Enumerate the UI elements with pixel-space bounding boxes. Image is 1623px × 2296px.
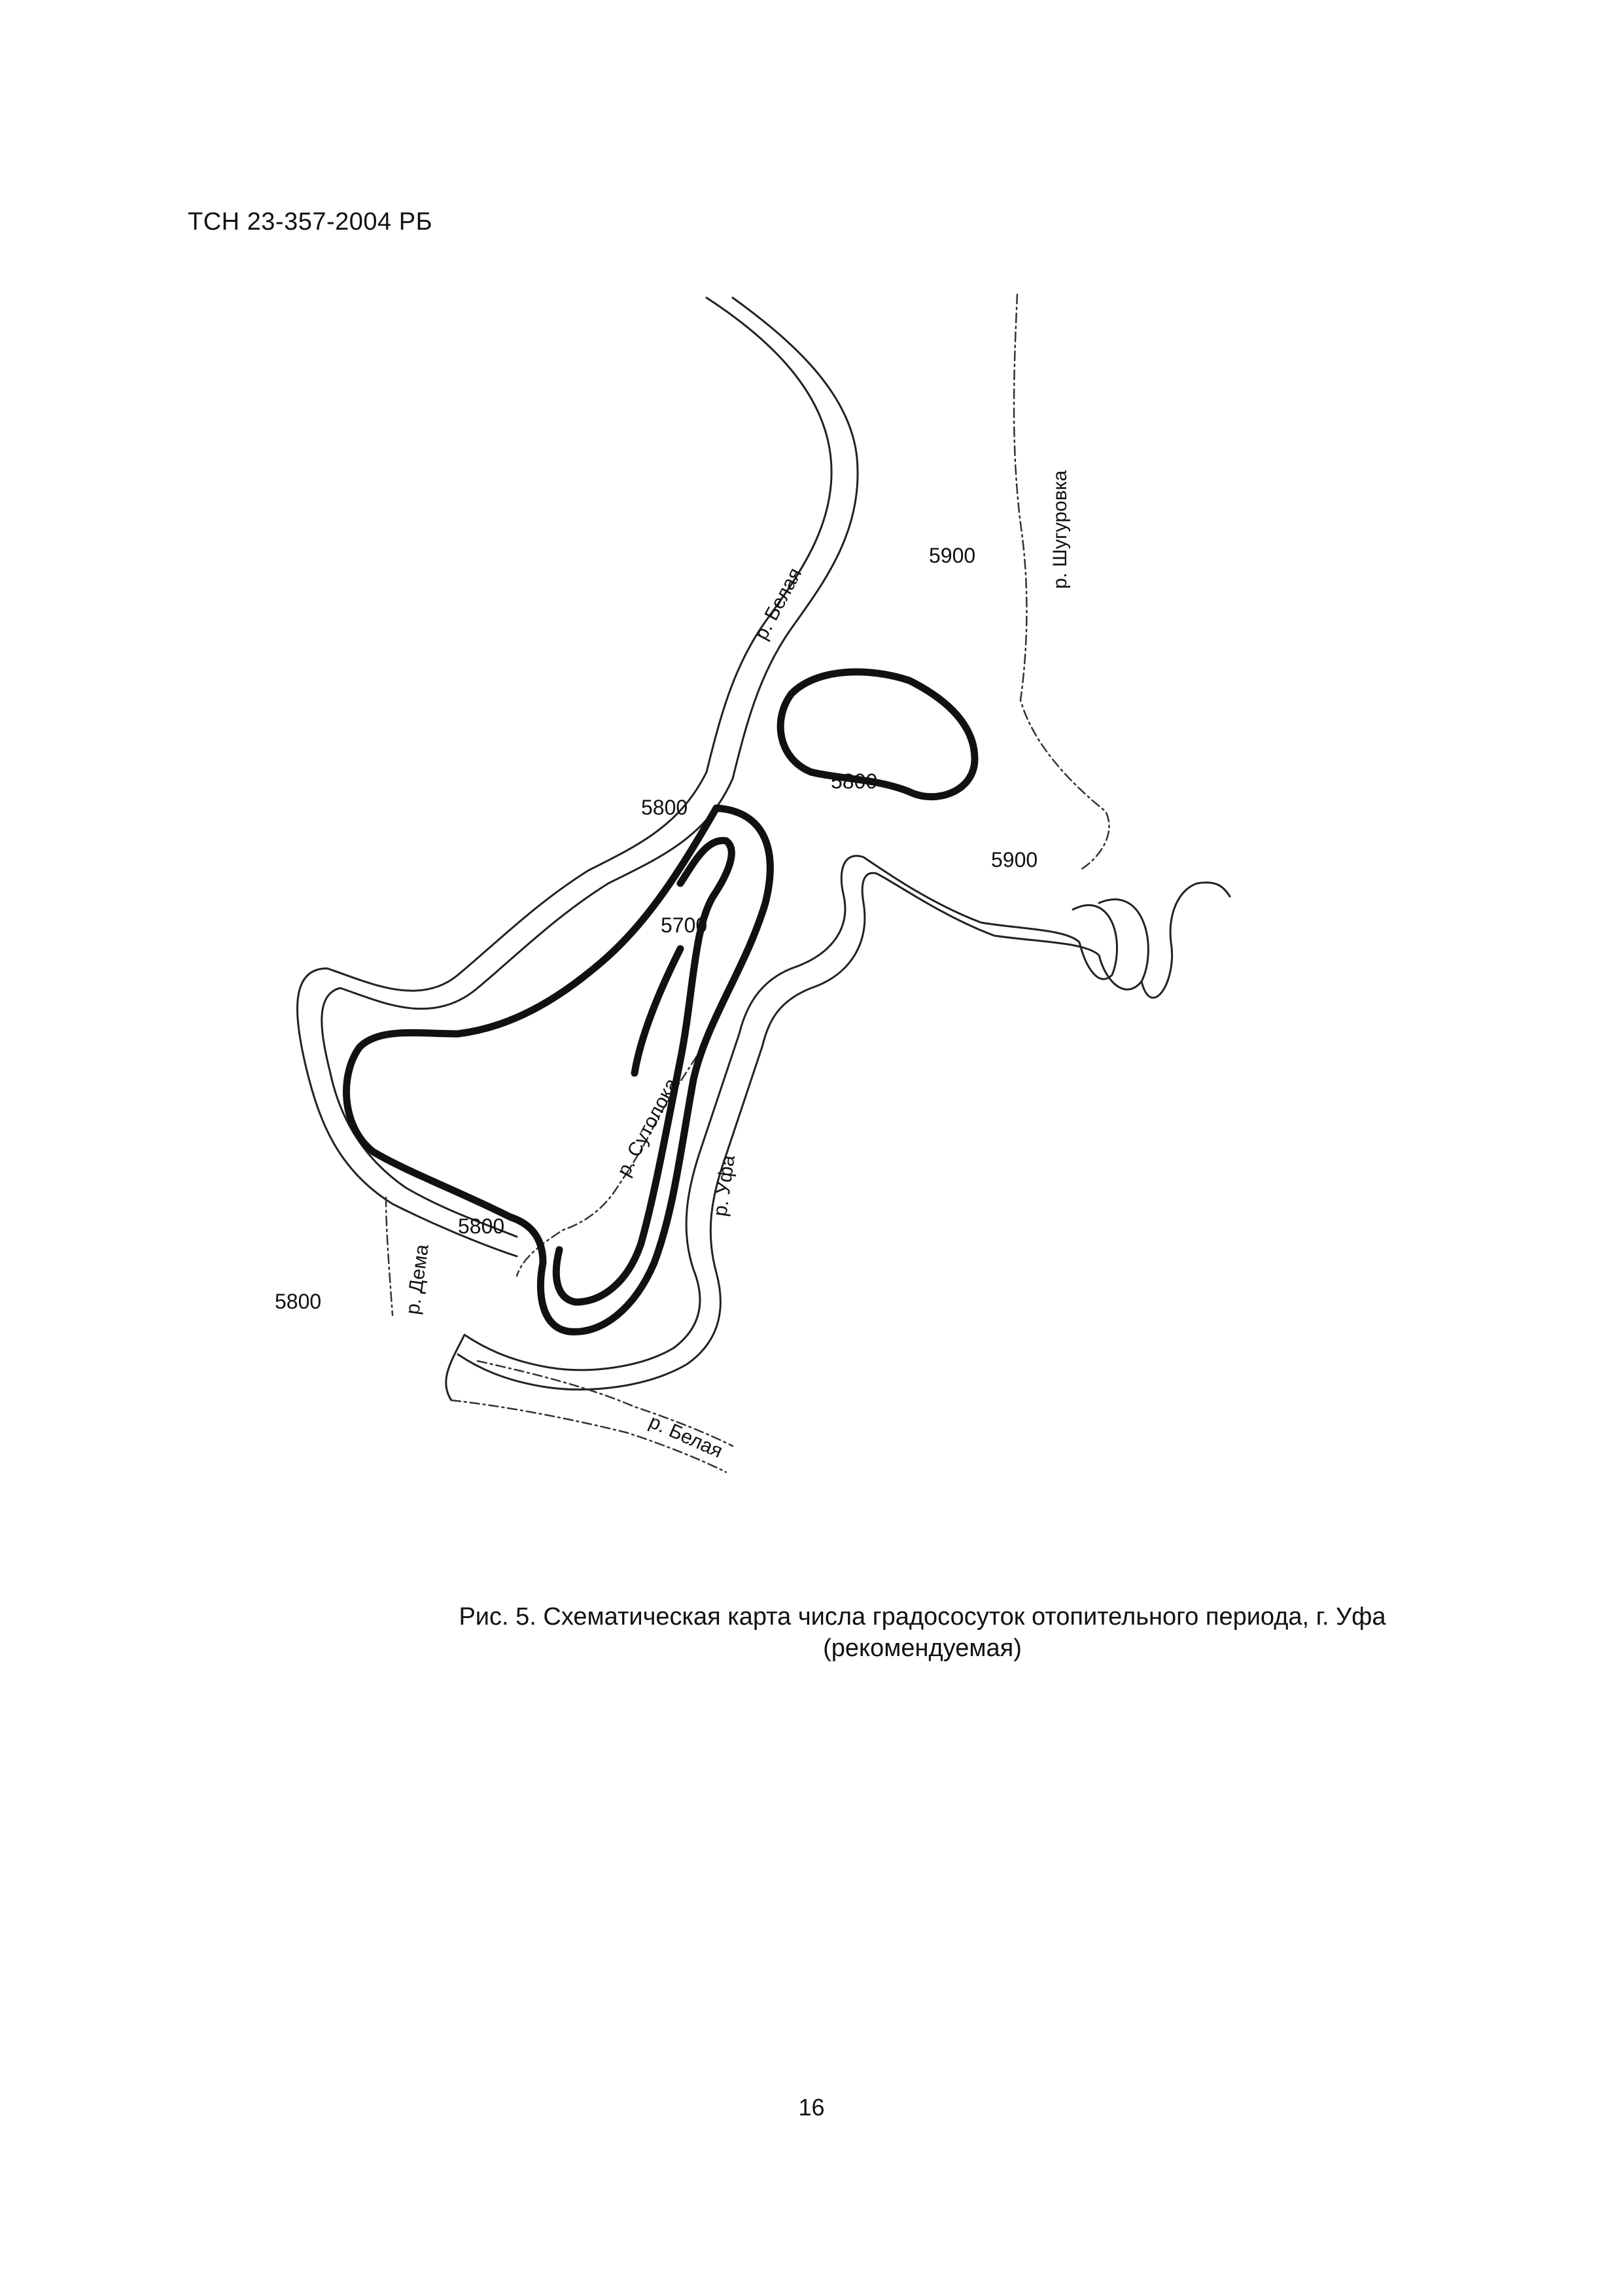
caption-line-2: (рекомендуемая) [823, 1634, 1022, 1662]
page-number: 16 [798, 2094, 825, 2121]
caption-line-1: Рис. 5. Схематическая карта числа градососуток отопительного периода, г. Уфа [459, 1603, 1386, 1631]
isoline-label-5900-north: 5900 [929, 544, 976, 567]
isoline-label-5800-top: 5800 [641, 796, 688, 819]
isoline-label-5800-bottom: 5800 [458, 1214, 505, 1238]
river-ufa [446, 856, 1230, 1400]
river-label-ufa: р. Уфа [709, 1154, 739, 1218]
river-label-belaya-south: р. Белая [646, 1411, 726, 1462]
river-label-belaya-north: р. Белая [750, 564, 807, 644]
river-label-shugurovka: р. Шугуровка [1049, 470, 1071, 589]
isoline-center-loop [780, 672, 975, 797]
isoline-label-5800-west: 5800 [275, 1290, 322, 1313]
isoline-label-5900-east: 5900 [991, 848, 1038, 872]
figure-caption [393, 1602, 1452, 1664]
river-dema [386, 1197, 393, 1315]
isoline-label-5800-center: 5800 [831, 769, 878, 793]
document-code: ТСН 23-357-2004 РБ [188, 208, 433, 236]
isoline-label-5700: 5700 [661, 913, 708, 937]
river-belaya-south [451, 1361, 733, 1472]
river-label-sutoloka: р. Сутолока [613, 1074, 683, 1180]
isoline-inner-5700 [556, 841, 731, 1302]
river-label-dema: р. Дема [402, 1243, 433, 1316]
river-belaya-north [298, 298, 858, 1256]
